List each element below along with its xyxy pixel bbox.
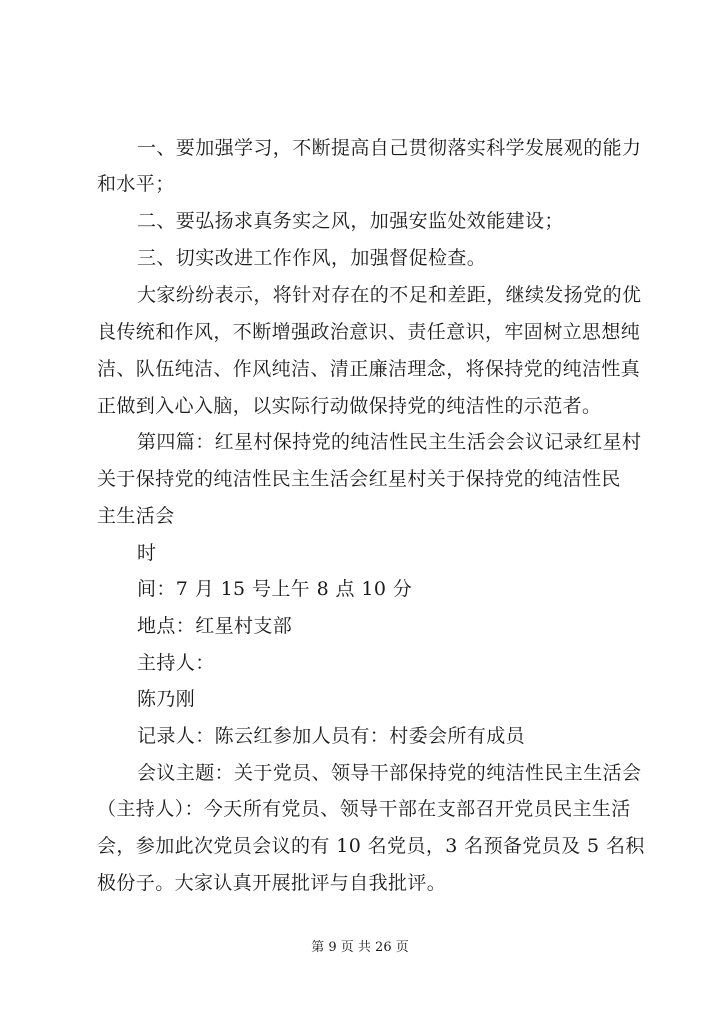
- text-line: 正做到入心入脑，以实际行动做保持党的纯洁性的示范者。: [97, 395, 602, 417]
- meeting-recorder: 记录人：陈云红参加人员有：村委会所有成员: [137, 725, 526, 747]
- text-line: 时: [137, 542, 157, 564]
- text-line: 和水平；: [97, 173, 175, 195]
- section-heading: 关于保持党的纯洁性民主生活会红星村关于保持党的纯洁性民: [97, 468, 621, 490]
- meeting-time: 间：7 月 15 号上午 8 点 10 分: [137, 578, 413, 600]
- section-heading: 主生活会: [97, 505, 175, 527]
- text-line: 良传统和作风，不断增强政治意识、责任意识，牢固树立思想纯: [97, 321, 641, 343]
- text-line: 二、要弘扬求真务实之风，加强安监处效能建设；: [137, 210, 564, 232]
- text-line: 大家纷纷表示，将针对存在的不足和差距，继续发扬党的优: [137, 284, 642, 306]
- meeting-topic: 会议主题：关于党员、领导干部保持党的纯洁性民主生活会: [137, 762, 642, 784]
- text-line: 会，参加此次党员会议的有 10 名党员，3 名预备党员及 5 名积: [97, 835, 645, 857]
- section-heading: 第四篇：红星村保持党的纯洁性民主生活会会议记录红星村: [137, 431, 642, 453]
- meeting-location: 地点：红星村支部: [137, 615, 293, 637]
- meeting-host-label: 主持人：: [137, 652, 215, 674]
- text-line: 极份子。大家认真开展批评与自我批评。: [97, 872, 447, 894]
- text-line: 三、切实改进工作作风，加强督促检查。: [137, 247, 487, 269]
- text-line: （主持人）：今天所有党员、领导干部在支部召开党员民主生活: [97, 798, 631, 820]
- text-line: 洁、队伍纯洁、作风纯洁、清正廉洁理念，将保持党的纯洁性真: [97, 358, 641, 380]
- meeting-host-name: 陈乃刚: [137, 688, 196, 710]
- text-line: 一、要加强学习，不断提高自己贯彻落实科学发展观的能力: [137, 137, 642, 159]
- page-number-footer: 第 9 页 共 26 页: [311, 940, 409, 955]
